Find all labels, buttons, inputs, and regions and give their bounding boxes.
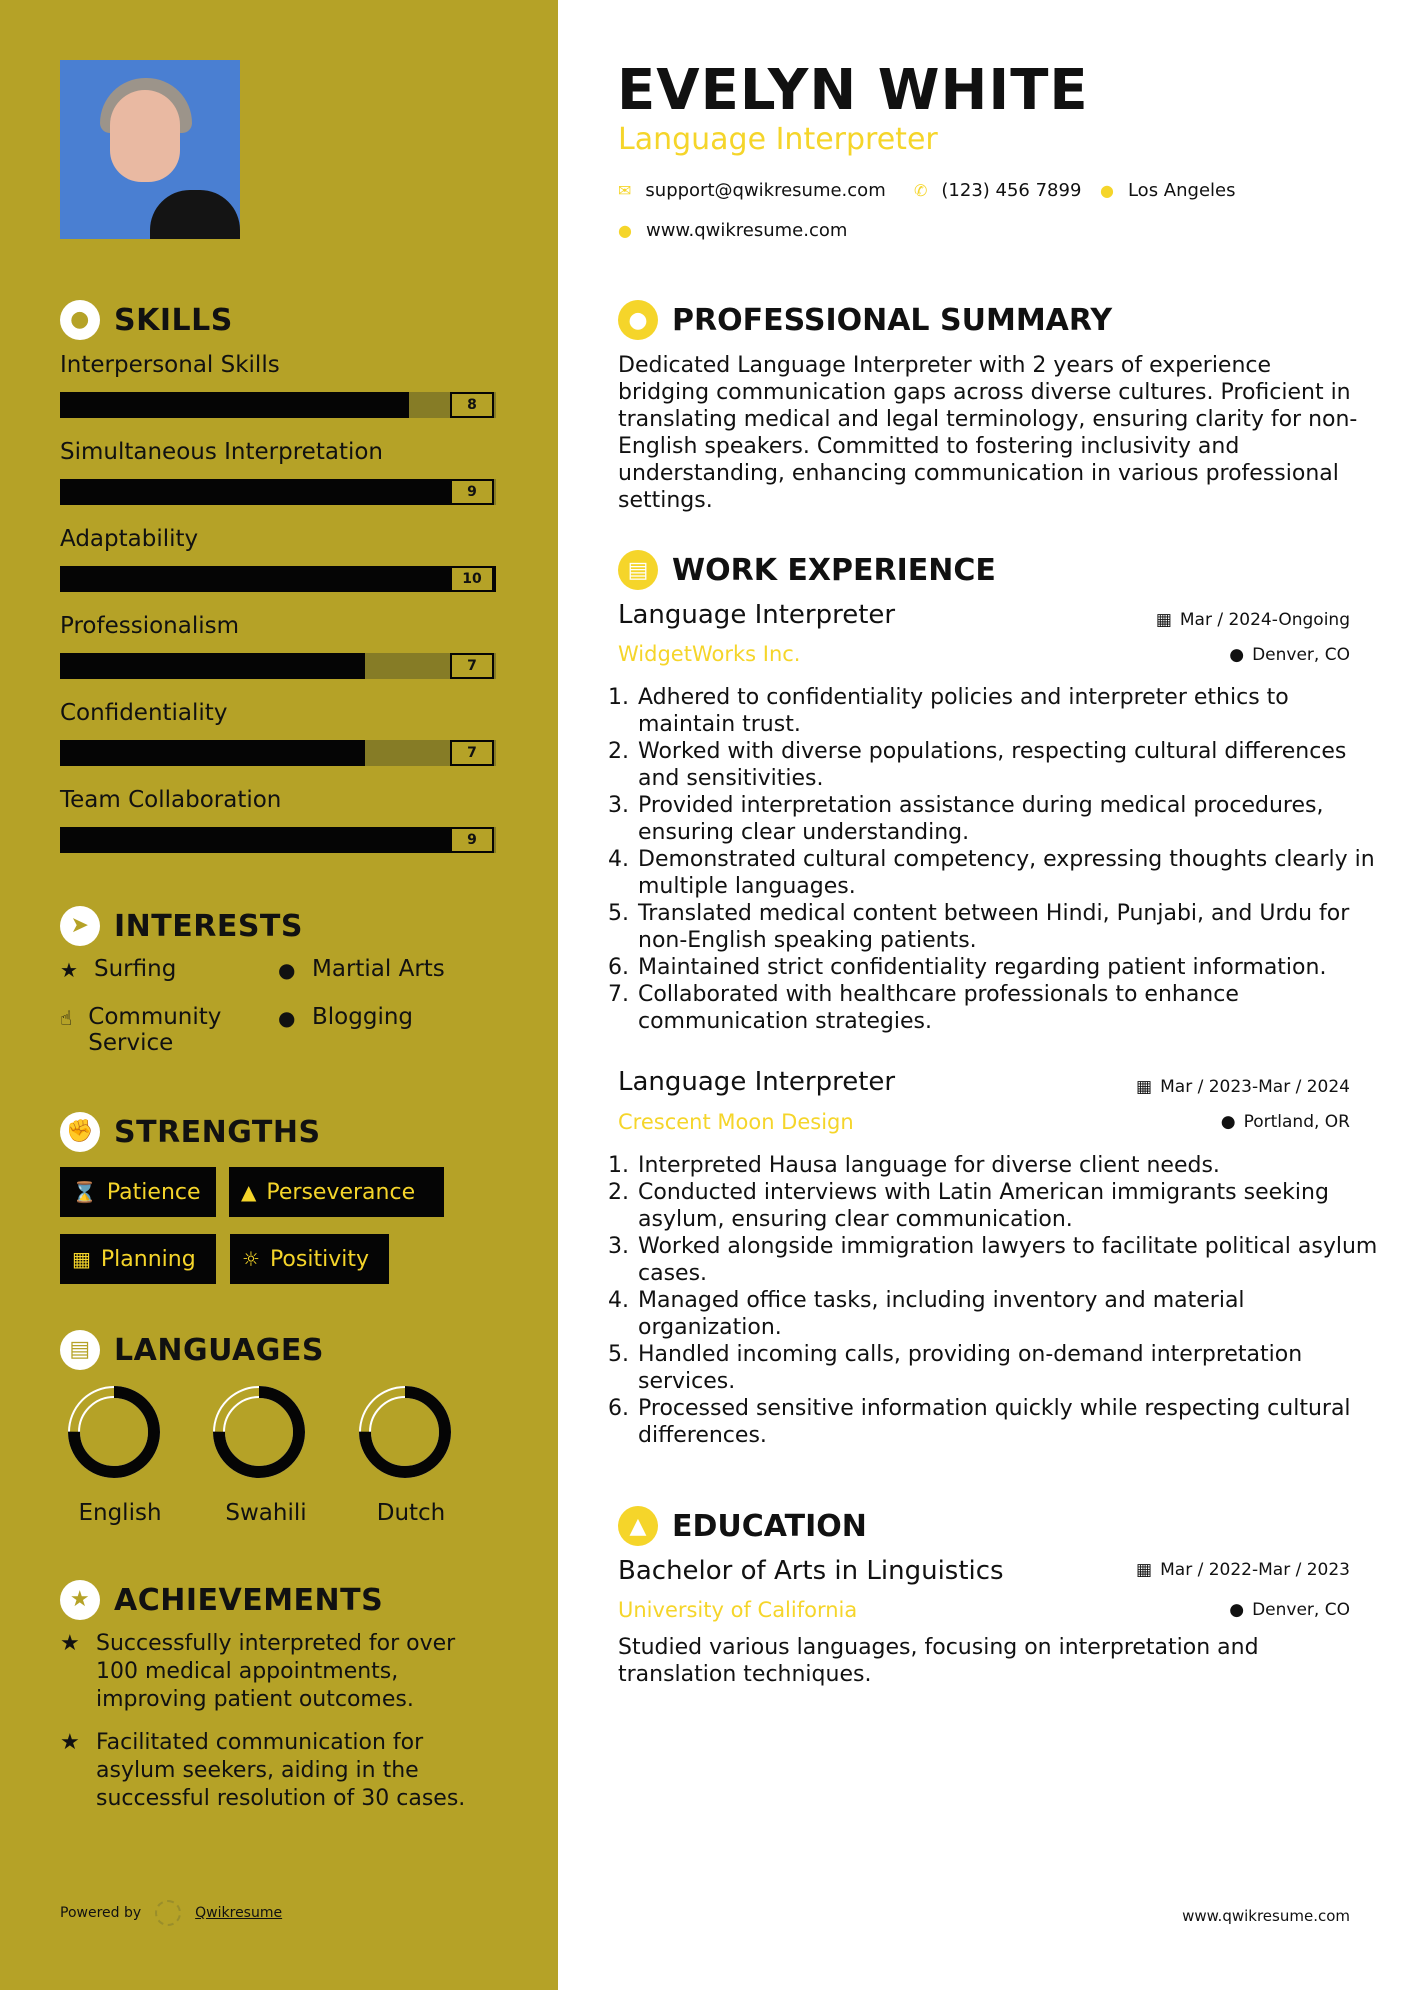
user-icon: ● (618, 300, 658, 340)
graduation-cap-icon: ▲ (618, 1506, 658, 1546)
main-content (558, 0, 1407, 1990)
trophy-star-icon: ★ (60, 1730, 80, 1755)
strength-badge: ▦ Planning (60, 1234, 216, 1284)
strength-badge: ▲ Perseverance (229, 1167, 444, 1217)
calendar-icon: ▦ (72, 1247, 91, 1271)
qwikresume-logo-icon (155, 1900, 181, 1926)
globe-icon: ● (278, 958, 296, 982)
job-dates: ▦ Mar / 2024-Ongoing (1155, 610, 1350, 630)
education-school: University of California (618, 1598, 858, 1622)
skill-bar (60, 479, 496, 505)
education-dates: ▦ Mar / 2022-Mar / 2023 (1136, 1560, 1350, 1580)
job-company: Crescent Moon Design (618, 1110, 854, 1134)
skill-bar (60, 566, 496, 592)
envelope-icon: ✉ (618, 181, 632, 200)
list-item: 2. Worked with diverse populations, respecting cultural differences and sensitivities. (636, 738, 1381, 792)
strengths-heading: ✊ STRENGTHS (60, 1112, 321, 1152)
hourglass-icon: ⌛ (72, 1180, 97, 1204)
strength-badge: ☼ Positivity (230, 1234, 389, 1284)
list-item: 5. Translated medical content between Hindi, Punjabi, and Urdu for non-English speaking patients. (636, 900, 1381, 954)
pin-icon: ● (1229, 1600, 1245, 1620)
skill-bar (60, 827, 496, 853)
fist-icon: ✊ (60, 1112, 100, 1152)
list-item: 1. Interpreted Hausa language for diverse client needs. (636, 1152, 1381, 1179)
achievement-item: ★ Facilitated communication for asylum seekers, aiding in the successful resolution of 30 cases. (60, 1730, 466, 1811)
list-item: 7. Collaborated with healthcare professionals to enhance communication strategies. (636, 981, 1381, 1035)
interest-item: ● Blogging (278, 1004, 414, 1030)
contact-website[interactable]: ● www.qwikresume.com (618, 220, 848, 241)
contact-phone[interactable]: ✆ (123) 456 7899 (914, 180, 1082, 201)
education-heading: ▲ EDUCATION (618, 1506, 867, 1546)
job-responsibilities (618, 1152, 1381, 1449)
job-title: Language Interpreter (618, 1067, 896, 1097)
list-item: 4. Demonstrated cultural competency, expressing thoughts clearly in multiple languages. (636, 846, 1381, 900)
calendar-icon: ▦ (1136, 1077, 1153, 1097)
users-icon: ● (278, 1006, 296, 1030)
job-title: Language Interpreter (618, 600, 896, 630)
skill-score: 9 (450, 479, 494, 505)
pin-icon: ● (1220, 1112, 1236, 1132)
languages-heading: ▤ LANGUAGES (60, 1330, 324, 1370)
skill-score: 10 (450, 566, 494, 592)
interest-item: ★ Surfing (60, 956, 177, 982)
summary-text: Dedicated Language Interpreter with 2 years of experience bridging communication gaps across diverse cultures. Proficient in translating medical and legal terminology, ensuring clarity for non-English speakers. Committed to fostering inclusivity and understanding, enhancing communication in various professional settings. (618, 353, 1358, 513)
education-location: ● Denver, CO (1229, 1600, 1350, 1620)
skill-bar (60, 653, 496, 679)
profile-photo (60, 60, 240, 239)
achievements-heading: ★ ACHIEVEMENTS (60, 1580, 383, 1620)
list-item: 3. Worked alongside immigration lawyers to facilitate political asylum cases. (636, 1233, 1381, 1287)
summary-heading: ● PROFESSIONAL SUMMARY (618, 300, 1112, 340)
qwikresume-link[interactable]: Qwikresume (195, 1905, 283, 1921)
skill-bar (60, 392, 496, 418)
star-icon: ★ (60, 958, 78, 982)
language-ring (211, 1384, 307, 1480)
language-label: Swahili (225, 1500, 307, 1526)
calendar-icon: ▦ (1136, 1560, 1153, 1580)
hand-icon: ☝ (60, 1006, 73, 1030)
calendar-icon: ▦ (1155, 610, 1172, 630)
skill-label: Adaptability (60, 526, 199, 552)
map-pin-icon: ● (1100, 181, 1114, 200)
strength-badge: ⌛ Patience (60, 1167, 216, 1217)
skill-score: 7 (450, 740, 494, 766)
list-item: 1. Adhered to confidentiality policies and interpreter ethics to maintain trust. (636, 684, 1381, 738)
star-badge-icon: ★ (60, 1580, 100, 1620)
language-label: Dutch (376, 1500, 446, 1526)
road-icon: ▲ (241, 1180, 257, 1204)
skill-label: Confidentiality (60, 700, 228, 726)
skill-score: 7 (450, 653, 494, 679)
list-item: 4. Managed office tasks, including inventory and material organization. (636, 1287, 1381, 1341)
interest-item: ● Martial Arts (278, 956, 445, 982)
pin-icon: ● (1229, 645, 1245, 665)
phone-icon: ✆ (914, 181, 928, 200)
job-location: ● Denver, CO (1229, 645, 1350, 665)
education-degree: Bachelor of Arts in Linguistics (618, 1556, 1004, 1586)
interest-item: ☝ Community Service (60, 1004, 222, 1056)
footer-website[interactable]: www.qwikresume.com (1182, 1907, 1350, 1925)
education-description: Studied various languages, focusing on interpretation and translation techniques. (618, 1635, 1259, 1687)
language-ring (66, 1384, 162, 1480)
powered-by: Powered by Qwikresume (60, 1900, 282, 1926)
candidate-role: Language Interpreter (618, 122, 938, 157)
paper-plane-icon: ➤ (60, 906, 100, 946)
skill-label: Simultaneous Interpretation (60, 439, 383, 465)
briefcase-icon: ▤ (618, 550, 658, 590)
trophy-star-icon: ★ (60, 1631, 80, 1656)
contact-email[interactable]: ✉ support@qwikresume.com (618, 180, 886, 201)
skills-heading: ● SKILLS (60, 300, 233, 340)
lightbulb-icon: ● (60, 300, 100, 340)
language-ring (357, 1384, 453, 1480)
list-item: 6. Maintained strict confidentiality regarding patient information. (636, 954, 1381, 981)
sun-icon: ☼ (242, 1247, 260, 1271)
list-item: 5. Handled incoming calls, providing on-demand interpretation services. (636, 1341, 1381, 1395)
skill-label: Interpersonal Skills (60, 352, 280, 378)
contact-location: ● Los Angeles (1100, 180, 1236, 201)
job-company: WidgetWorks Inc. (618, 642, 801, 666)
achievement-item: ★ Successfully interpreted for over 100 medical appointments, improving patient outcomes. (60, 1631, 456, 1712)
id-card-icon: ▤ (60, 1330, 100, 1370)
skill-bar (60, 740, 496, 766)
skill-score: 9 (450, 827, 494, 853)
job-dates: ▦ Mar / 2023-Mar / 2024 (1136, 1077, 1350, 1097)
job-location: ● Portland, OR (1220, 1112, 1350, 1132)
skill-label: Professionalism (60, 613, 240, 639)
language-label: English (78, 1500, 162, 1526)
list-item: 3. Provided interpretation assistance during medical procedures, ensuring clear understanding. (636, 792, 1381, 846)
interests-heading: ➤ INTERESTS (60, 906, 303, 946)
list-item: 6. Processed sensitive information quickly while respecting cultural differences. (636, 1395, 1381, 1449)
job-responsibilities (618, 684, 1381, 1035)
skill-label: Team Collaboration (60, 787, 282, 813)
globe-icon: ● (618, 221, 632, 240)
sidebar (0, 0, 558, 1990)
list-item: 2. Conducted interviews with Latin American immigrants seeking asylum, ensuring clear communication. (636, 1179, 1381, 1233)
work-heading: ▤ WORK EXPERIENCE (618, 550, 996, 590)
candidate-name: EVELYN WHITE (617, 58, 1089, 123)
skill-score: 8 (450, 392, 494, 418)
